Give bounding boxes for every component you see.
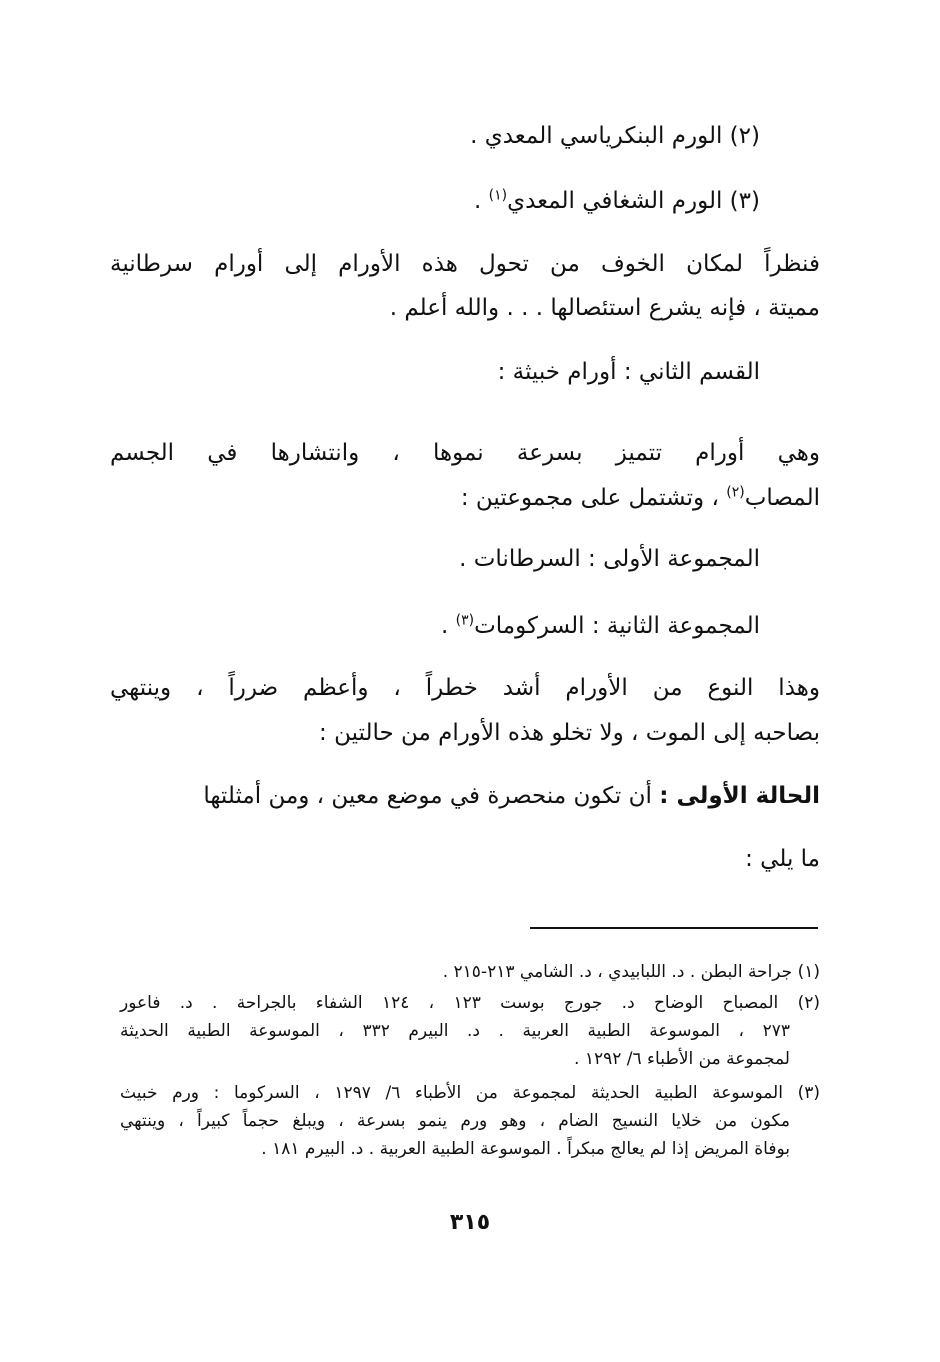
paragraph-2-line-2	[461, 482, 820, 514]
paragraph-1-line-1: فنظراً لمكان الخوف من تحول هذه الأورام إلى أورام سرطانية	[110, 251, 820, 277]
footnote-3-line-3: بوفاة المريض إذا لم يعالج مبكراً . الموسوعة الطبية العربية . د. البيرم ١٨١ .	[261, 1139, 790, 1159]
list-item-2: (٢) الورم البنكرياسي المعدي .	[470, 123, 760, 149]
footnote-2-line-3: لمجموعة من الأطباء ٦/ ١٢٩٢ .	[574, 1049, 790, 1069]
footnote-separator	[530, 927, 818, 929]
paragraph-2-rest: ، وتشتمل على مجموعتين :	[460, 485, 719, 511]
case-1-label: الحالة الأولى :	[659, 783, 820, 809]
paragraph-3-line-2: بصاحبه إلى الموت ، ولا تخلو هذه الأورام من حالتين :	[319, 720, 820, 746]
footnote-3-line-1: (٣) الموسوعة الطبية الحديثة لمجموعة من الأطباء ٦/ ١٢٩٧ ، السركوما : ورم خبيث	[120, 1083, 820, 1103]
list-item-3-text: (٣) الورم الشغافي المعدي	[507, 188, 760, 214]
list-item-3-end: .	[473, 188, 482, 214]
paragraph-2-line-1: وهي أورام تتميز بسرعة نموها ، وانتشارها في الجسم	[110, 440, 820, 466]
footnote-1: (١) جراحة البطن . د. اللبابيدي ، د. الشامي ٢١٣-٢١٥ .	[442, 962, 820, 982]
footnote-2-line-2: ٢٧٣ ، الموسوعة الطبية العربية . د. البيرم ٣٣٢ ، الموسوعة الطبية الحديثة	[120, 1021, 790, 1041]
footnote-marker-1: (١)	[488, 187, 508, 204]
case-1-text: أن تكون منحصرة في موضع معين ، ومن أمثلتها	[203, 783, 652, 809]
case-1-line-1	[203, 780, 820, 812]
footnote-marker-2: (٢)	[726, 484, 745, 501]
page-number: ٣١٥	[449, 1210, 491, 1235]
group-1: المجموعة الأولى : السرطانات .	[459, 546, 760, 572]
footnote-3-line-2: مكون من خلايا النسيج الضام ، وهو ورم ينمو بسرعة ، ويبلغ حجماً كبيراً ، وينتهي	[120, 1111, 790, 1131]
group-2-end: .	[441, 613, 449, 639]
paragraph-3-line-1: وهذا النوع من الأورام أشد خطراً ، وأعظم ضرراً ، وينتهي	[110, 675, 820, 701]
paragraph-1-line-2: مميتة ، فإنه يشرع استئصالها . . . والله أعلم .	[389, 295, 820, 321]
group-2-text: المجموعة الثانية : السركومات	[474, 613, 760, 639]
footnote-marker-3: (٣)	[455, 612, 475, 629]
group-2	[441, 610, 760, 642]
list-item-3	[474, 185, 760, 217]
paragraph-2-word: المصاب	[744, 485, 820, 511]
section-heading: القسم الثاني : أورام خبيثة :	[497, 359, 760, 385]
case-1-line-2: ما يلي :	[745, 846, 820, 872]
footnote-2-line-1: (٢) المصباح الوضاح د. جورج بوست ١٢٣ ، ١٢٤ الشفاء بالجراحة . د. فاعور	[120, 993, 820, 1013]
